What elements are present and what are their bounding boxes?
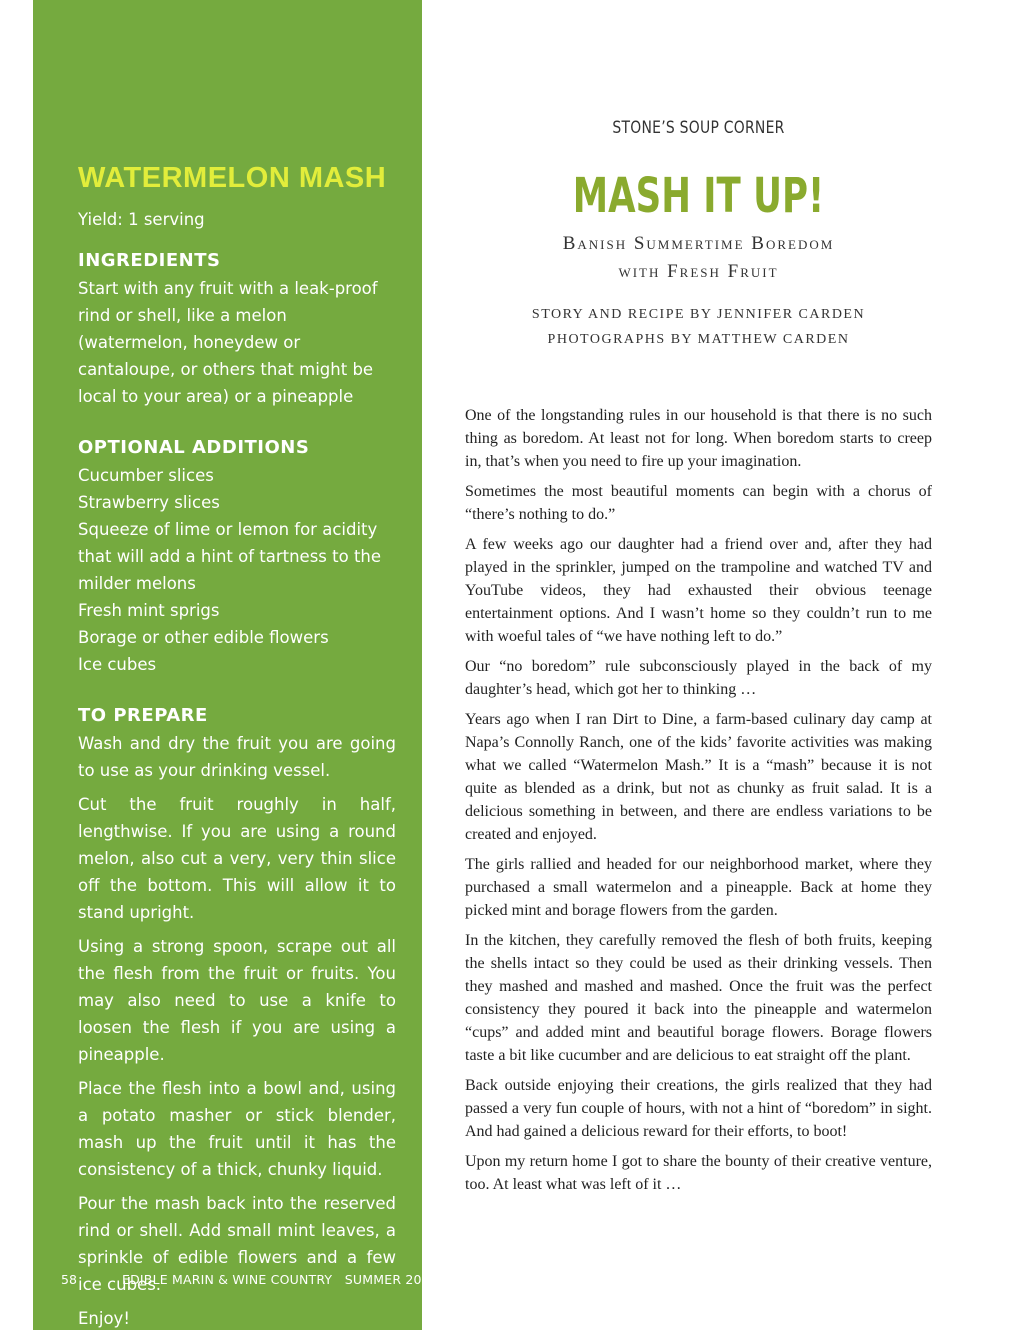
list-item: Squeeze of lime or lemon for acidity that will add a hint of tartness to the milder melons — [78, 520, 382, 593]
page-margin — [0, 0, 33, 1330]
step-paragraph: Pour the mash back into the reserved rind or shell. Add small mint leaves, a sprinkle of edible flowers and a few ice cubes. — [78, 1194, 396, 1294]
body-paragraph: In the kitchen, they carefully removed the flesh of both fruits, keeping the shells intact so they could be used as their drinking vessels. Then they mashed and mashed and mashed. Once the fruit was the perfect consistency they poured it back into the pineapple and watermelon “cups” and added mint and beautiful borage flowers. Borage flowers taste a bit like cucumber and are delicious to eat straight off the plant. — [465, 932, 932, 1064]
page-number: 58 — [61, 1272, 77, 1287]
ingredients-heading: INGREDIENTS — [78, 250, 221, 271]
publication-line: EDIBLE MARIN & WINE COUNTRY SUMMER 2017 — [122, 1272, 439, 1287]
step-paragraph: Cut the fruit roughly in half, lengthwise. If you are using a round melon, also cut a very, very thin slice off the bottom. This will allow it to stand upright. — [78, 795, 396, 922]
byline-story: STORY AND RECIPE BY JENNIFER CARDEN — [531, 307, 866, 322]
step-paragraph: Using a strong spoon, scrape out all the flesh from the fruit or fruits. You may also need to use a knife to loosen the flesh if you are using a pineapple. — [78, 937, 396, 1064]
list-item: Fresh mint sprigs — [78, 601, 220, 620]
subhead-line: Banish Summertime Boredom — [562, 233, 835, 254]
body-paragraph: Back outside enjoying their creations, the girls realized that they had passed a very fun couple of hours, with not a hint of “boredom” in sight. And had gained a delicious reward for their efforts, to boot! — [465, 1077, 932, 1140]
subhead-line: with Fresh Fruit — [618, 261, 779, 282]
list-item: Borage or other edible flowers — [78, 628, 329, 647]
preparation-steps — [78, 730, 396, 1332]
body-paragraph: One of the longstanding rules in our household is that there is no such thing as boredom. At least not for long. When boredom starts to creep in, that’s when you need to fire up your imagination. — [465, 407, 932, 470]
recipe-yield: Yield: 1 serving — [78, 210, 205, 229]
byline-photos: PHOTOGRAPHS BY MATTHEW CARDEN — [547, 332, 850, 347]
body-paragraph: A few weeks ago our daughter had a friend over and, after they had played in the sprinkler, jumped on the trampoline and watched TV and YouTube videos, they had exhausted their obvious teenage entertainment options. And I wasn’t home so they couldn’t run to me with woeful tales of “we have nothing left to do.” — [465, 536, 932, 645]
body-paragraph: Our “no boredom” rule subconsciously played in the back of my daughter’s head, which got her to thinking … — [465, 658, 932, 698]
byline — [465, 302, 932, 352]
body-paragraph: Sometimes the most beautiful moments can begin with a chorus of “there’s nothing to do.” — [465, 483, 932, 523]
article-headline: MASH IT UP! — [572, 168, 825, 224]
article-subhead — [465, 230, 932, 286]
step-paragraph: Wash and dry the fruit you are going to use as your drinking vessel. — [78, 734, 396, 780]
ingredients-text: Start with any fruit with a leak-proof rind or shell, like a melon (watermelon, honeydew or cantaloupe, or others that might be local to your area) or a pineapple — [78, 279, 378, 406]
list-item: Strawberry slices — [78, 493, 220, 512]
step-paragraph: Place the flesh into a bowl and, using a potato masher or stick blender, mash up the fruit until it has the consistency of a thick, chunky liquid. — [78, 1079, 396, 1179]
optional-additions-heading: OPTIONAL ADDITIONS — [78, 437, 310, 458]
list-item: Ice cubes — [78, 655, 157, 674]
to-prepare-heading: TO PREPARE — [78, 705, 208, 726]
column-label: STONE’S SOUP CORNER — [612, 118, 785, 138]
list-item: Cucumber slices — [78, 466, 214, 485]
body-paragraph: The girls rallied and headed for our neighborhood market, where they purchased a small watermelon and a pineapple. Back at home they picked mint and borage flowers from the garden. — [465, 856, 932, 919]
recipe-title: WATERMELON MASH — [78, 162, 387, 194]
step-paragraph: Enjoy! — [78, 1309, 130, 1328]
body-paragraph: Upon my return home I got to share the bounty of their creative venture, too. At least what was left of it … — [465, 1153, 932, 1193]
article-body — [465, 404, 932, 1203]
body-paragraph: Years ago when I ran Dirt to Dine, a farm-based culinary day camp at Napa’s Connolly Ranch, one of the kids’ favorite activities was making what we called “Watermelon Mash.” It is a “mash” because it is not quite as blended as a drink, but not as chunky as fruit salad. It is a delicious something in between, and there are endless variations to be created and enjoyed. — [465, 711, 932, 843]
recipe-box — [78, 160, 396, 1339]
recipe-sidebar — [33, 0, 439, 1330]
optional-additions-list — [78, 462, 396, 678]
